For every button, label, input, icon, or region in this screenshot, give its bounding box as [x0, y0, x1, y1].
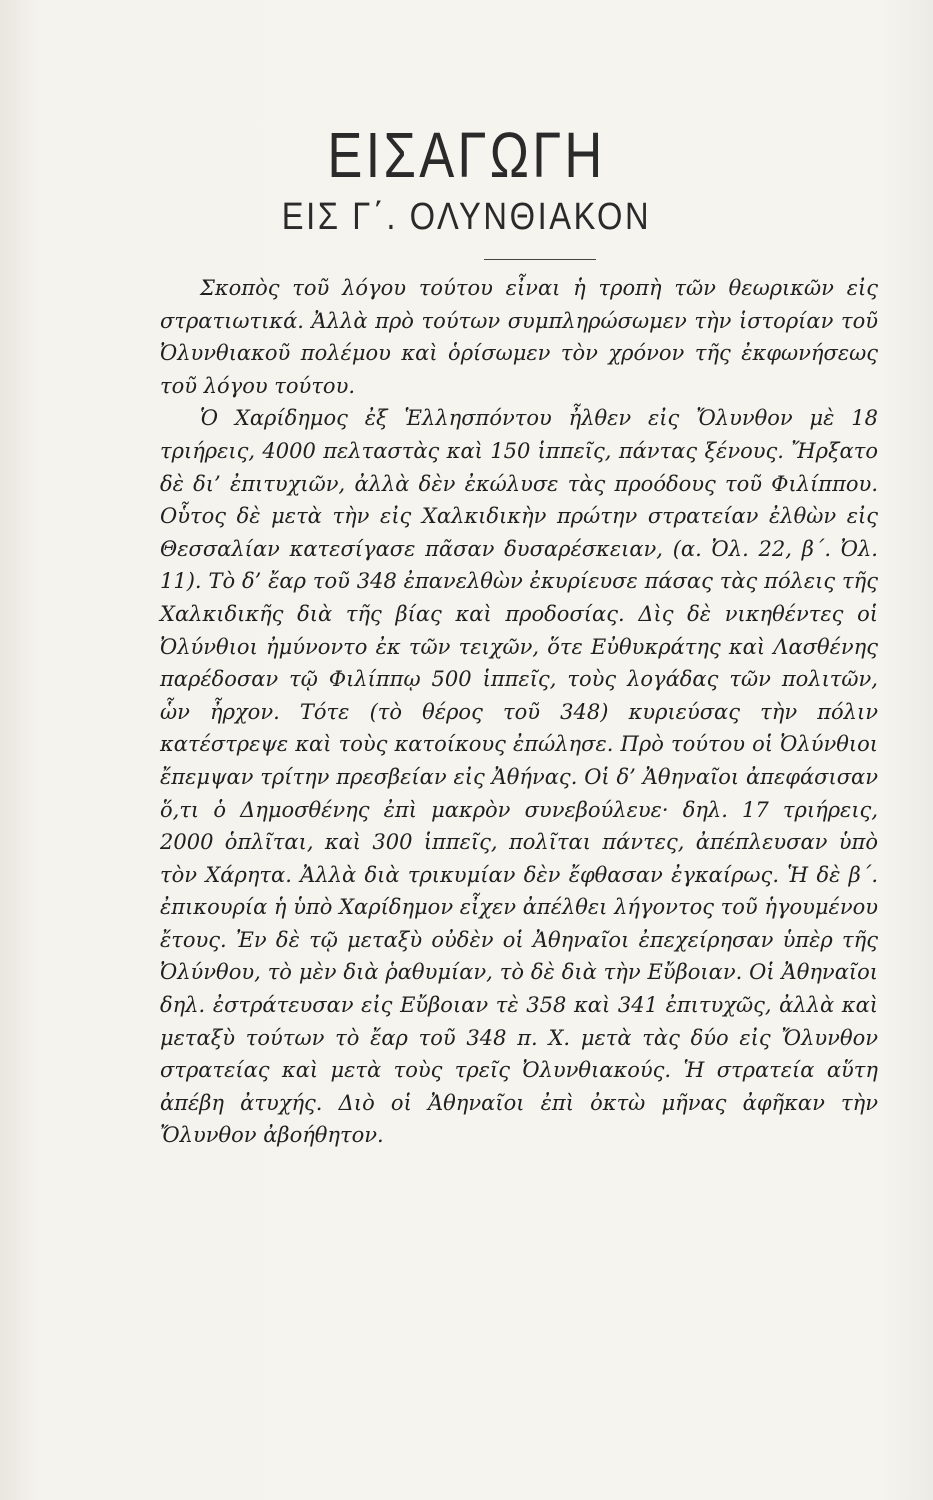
body-text	[160, 272, 878, 1152]
paragraph-intro: Σκοπὸς τοῦ λόγου τούτου εἶναι ἡ τροπὴ τῶν θεωρικῶν εἰς στρατιωτικά. Ἀλλὰ πρὸ τούτων συμπληρώσωμεν τὴν ἱστορίαν τοῦ Ὀλυνθιακοῦ πολέμου καὶ ὁρίσωμεν τὸν χρόνον τῆς ἐκφωνήσεως τοῦ λόγου τούτου.	[160, 276, 878, 398]
page-title: ΕΙΣΑΓΩΓΗ	[327, 119, 606, 191]
page-subtitle: ΕΙΣ Γ΄. ΟΛΥΝΘΙΑΚΟΝ	[281, 196, 652, 238]
paragraph-history: Ὁ Χαρίδημος ἐξ Ἑλλησπόντου ἦλθεν εἰς Ὄλυνθον μὲ 18 τριήρεις, 4000 πελταστὰς καὶ 150 ἱππεῖς, πάντας ξένους. Ἤρξατο δὲ δι’ ἐπιτυχιῶν, ἀλλὰ δὲν ἐκώλυσε τὰς προόδους τοῦ Φιλίππου. Οὗτος δὲ μετὰ τὴν εἰς Χαλκιδικὴν πρώτην στρατείαν ἐλθὼν εἰς Θεσσαλίαν κατεσίγασε πᾶσαν δυσαρέσκειαν, (α. Ὀλ. 22, β΄. Ὀλ. 11). Τὸ δ’ ἔαρ τοῦ 348 ἐπανελθὼν ἐκυρίευσε πάσας τὰς πόλεις τῆς Χαλκιδικῆς διὰ τῆς βίας καὶ προδοσίας. Δὶς δὲ νικηθέντες οἱ Ὀλύνθιοι ἠμύνοντο ἐκ τῶν τειχῶν, ὅτε Εὐθυκράτης καὶ Λασθένης παρέδοσαν τῷ Φιλίππῳ 500 ἱππεῖς, τοὺς λογάδας τῶν πολιτῶν, ὧν ἦρχον. Τότε (τὸ θέρος τοῦ 348) κυριεύσας τὴν πόλιν κατέστρεψε καὶ τοὺς κατοίκους ἐπώλησε. Πρὸ τούτου οἱ Ὀλύνθιοι ἔπεμψαν τρίτην πρεσβείαν εἰς Ἀθήνας. Οἱ δ’ Ἀθηναῖοι ἀπεφάσισαν ὅ,τι ὁ Δημοσθένης ἐπὶ μακρὸν συνεβούλευε· δηλ. 17 τριήρεις, 2000 ὁπλῖται, καὶ 300 ἱππεῖς, πολῖται πάντες, ἀπέπλευσαν ὑπὸ τὸν Χάρητα. Ἀλλὰ διὰ τρικυμίαν δὲν ἔφθασαν ἐγκαίρως. Ἡ δὲ β΄. ἐπικουρία ἡ ὑπὸ Χαρίδημον εἶχεν ἀπέλθει λήγοντος τοῦ ἡγουμένου ἔτους. Ἐν δὲ τῷ μεταξὺ οὐδὲν οἱ Ἀθηναῖοι ἐπεχείρησαν ὑπὲρ τῆς Ὀλύνθου, τὸ μὲν διὰ ῥαθυμίαν, τὸ δὲ διὰ τὴν Εὔβοιαν. Οἱ Ἀθηναῖοι δηλ. ἐστράτευσαν εἰς Εὔβοιαν τὲ 358 καὶ 341 ἐπιτυχῶς, ἀλλὰ καὶ μεταξὺ τούτων τὸ ἔαρ τοῦ 348 π. Χ. μετὰ τὰς δύο εἰς Ὄλυνθον στρατείας καὶ μετὰ τοὺς τρεῖς Ὀλυνθιακούς. Ἡ στρατεία αὕτη ἀπέβη ἀτυχής. Διὸ οἱ Ἀθηναῖοι ἐπὶ ὀκτὼ μῆνας ἀφῆκαν τὴν Ὄλυνθον ἀβοήθητον.	[160, 406, 878, 1148]
title-divider	[484, 259, 596, 260]
